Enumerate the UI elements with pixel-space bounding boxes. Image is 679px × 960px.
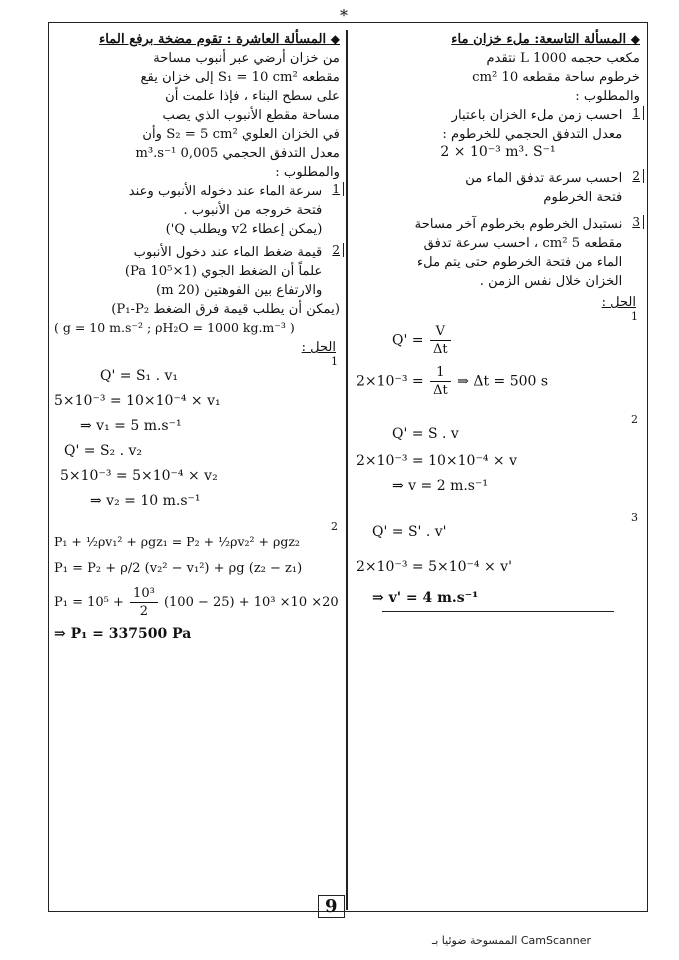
solution-line: Q' = S₁ . v₁ — [100, 368, 179, 384]
question-line: احسب سرعة تدفق الماء من — [465, 171, 623, 186]
star-mark: * — [340, 6, 348, 25]
solution-line: ⇒ v = 2 m.s⁻¹ — [392, 478, 488, 494]
solution-label: الحل : — [601, 295, 636, 310]
problem-9-column — [352, 30, 644, 910]
solution-line: ⇒ v' = 4 m.s⁻¹ — [372, 590, 479, 606]
solution-line: P₁ = P₂ + ρ/2 (v₂² − v₁²) + ρg (z₂ − z₁) — [54, 561, 303, 576]
solution-line: 5×10⁻³ = 5×10⁻⁴ × v₂ — [60, 468, 218, 484]
diamond-bullet-icon: ◆ — [330, 32, 340, 46]
question-number: 2 — [329, 243, 344, 257]
end-rule — [382, 611, 614, 612]
problem-10-line: من خزان أرضي عبر أنبوب مساحة — [153, 51, 340, 66]
question-line: مقطعه 5 cm² ، احسب سرعة تدفق — [423, 236, 623, 251]
solution-number: 1 — [331, 355, 338, 368]
solution-label: الحل : — [301, 340, 336, 355]
question-line: نستبدل الخرطوم بخرطوم آخر مساحة — [414, 217, 623, 232]
solution-line: 5×10⁻³ = 10×10⁻⁴ × v₁ — [54, 393, 221, 409]
problem-9-line: خرطوم ساحة مقطعه 10 cm² — [472, 70, 640, 85]
problem-10-line: والمطلوب : — [275, 165, 340, 180]
question-9-3 — [352, 215, 644, 291]
question-10-1 — [50, 182, 344, 239]
question-line: الماء من فتحة الخرطوم حتى يتم ملء — [416, 255, 623, 270]
problem-9-line: والمطلوب : — [575, 89, 640, 104]
problem-10-column — [50, 30, 344, 910]
solution-number: 2 — [331, 520, 338, 533]
solution-line: P₁ = 10⁵ + $\frac{\text{10³}}{2}$ (100 − 25) + 10³ ×10 ×20 — [54, 586, 339, 619]
camscanner-credit: الممسوحة ضوئيا بـ CamScanner — [432, 934, 591, 947]
solution-line: ⇒ v₁ = 5 m.s⁻¹ — [80, 418, 182, 434]
question-line: معدل التدفق الحجمي للخرطوم : — [442, 127, 623, 142]
problem-10-line: على سطح البناء ، فإذا علمت أن — [165, 89, 340, 104]
page-number: 9 — [318, 895, 345, 918]
question-line: فتحة خروجه من الأنبوب . — [183, 203, 323, 218]
solution-line: Q' = S . v — [392, 426, 459, 442]
solution-line: 2×10⁻³ = 10×10⁻⁴ × v — [356, 453, 517, 469]
question-line: والارتفاع بين الفوهتين (20 m) — [156, 283, 323, 298]
problem-10-line: في الخزان العلوي S₂ = 5 cm² وأن — [142, 127, 340, 142]
question-10-2 — [50, 243, 344, 300]
question-line: احسب زمن ملء الخزان باعتبار — [451, 108, 623, 123]
question-9-2 — [352, 169, 644, 207]
solution-number: 2 — [631, 413, 638, 426]
question-number: 1 — [629, 106, 644, 120]
problem-10-line: معدل التدفق الحجمي 0,005 m³.s⁻¹ — [135, 146, 340, 161]
question-number: 3 — [629, 215, 644, 229]
solution-number: 1 — [631, 310, 638, 323]
flow-rate-value: 2 × 10⁻³ m³. S⁻¹ — [440, 144, 556, 160]
question-number: 2 — [629, 169, 644, 183]
problem-9-line: مكعب حجمه 1000 L نتقدم — [486, 51, 640, 66]
solution-line: P₁ + ½ρv₁² + ρgz₁ = P₂ + ½ρv₂² + ρgz₂ — [54, 534, 300, 549]
diamond-bullet-icon: ◆ — [630, 32, 640, 46]
solution-line: 2×10⁻³ = 5×10⁻⁴ × v' — [356, 559, 512, 575]
final-answer: ⇒ P₁ = 337500 Pa — [54, 626, 192, 642]
column-divider — [346, 30, 348, 910]
question-line: سرعة الماء عند دخوله الأنبوب وعند — [128, 184, 323, 199]
solution-line: 2×10⁻³ = $\frac{1}{\Delta t}$ ⇒ Δt = 500 s — [356, 365, 549, 398]
question-line: الخزان خلال نفس الزمن . — [479, 274, 623, 289]
solution-line: ⇒ v₂ = 10 m.s⁻¹ — [90, 493, 201, 509]
question-line: قيمة ضغط الماء عند دخول الأنبوب — [133, 245, 323, 260]
problem-10-line: مقطعه S₁ = 10 cm² إلى خزان يقع — [140, 70, 340, 85]
question-line: فتحة الخرطوم — [543, 190, 623, 205]
solution-line: Q' = S₂ . v₂ — [64, 443, 143, 459]
solution-line: Q' = S' . v' — [372, 524, 447, 540]
question-9-1 — [352, 106, 644, 144]
problem-10-heading: ◆ المسألة العاشرة : تقوم مضخة برفع الماء — [99, 32, 340, 47]
solution-line: Q' = $\frac{V}{\Delta t}$ — [392, 323, 640, 358]
question-line: (يمكن أن يطلب قيمة فرق الضغط P₁-P₂) — [111, 302, 340, 317]
solution-number: 3 — [631, 511, 638, 524]
question-number: 1 — [329, 182, 344, 196]
problem-9-heading: ◆ المسألة التاسعة: ملء خزان ماء — [451, 32, 640, 47]
question-line: ( g = 10 m.s⁻² ; ρH₂O = 1000 kg.m⁻³ ) — [54, 320, 295, 335]
problem-10-line: مساحة مقطع الأنبوب الذي يصب — [162, 108, 340, 123]
question-line: علماً أن الضغط الجوي (1×10⁵ Pa) — [124, 264, 323, 279]
question-line: (يمكن إعطاء v2 ويطلب Q') — [165, 222, 323, 237]
